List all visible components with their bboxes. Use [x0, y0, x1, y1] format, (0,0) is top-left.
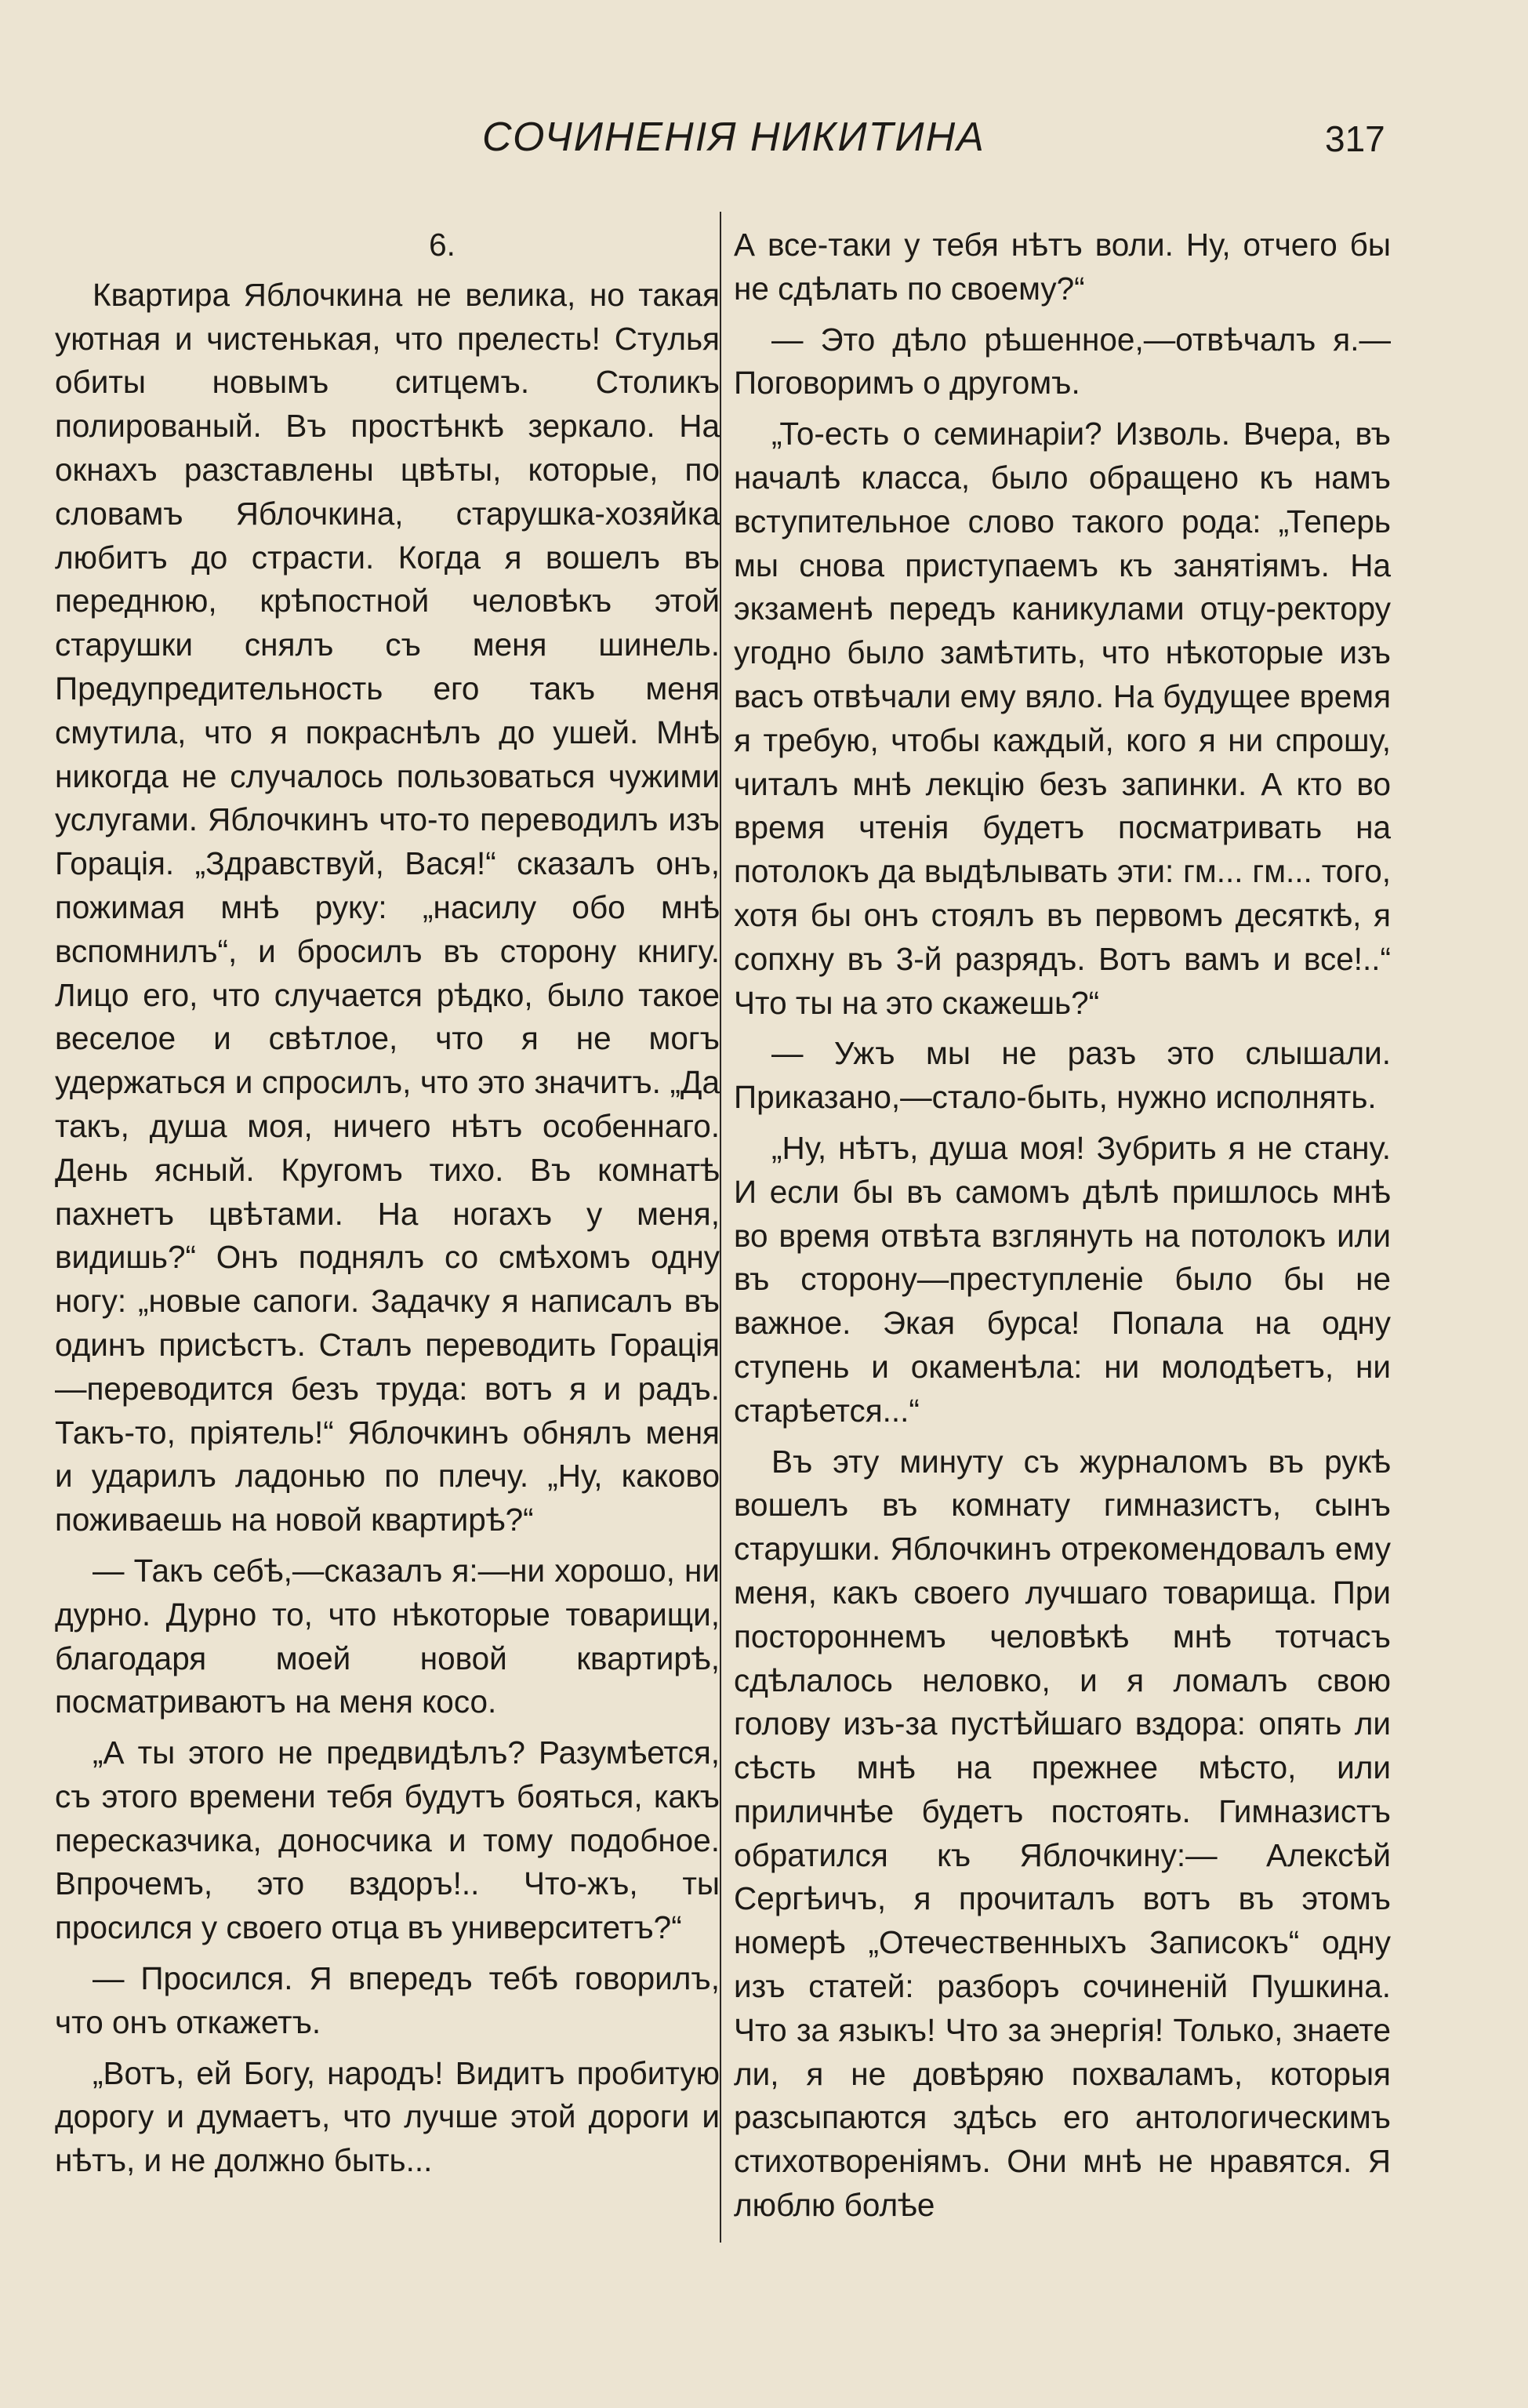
paragraph: „То-есть о семинаріи? Изволь. Вчера, въ началѣ класса, было обращено къ намъ вступительное слово такого рода: „Теперь мы снова приступаемъ къ занятіямъ. На экзаменѣ передъ каникулами отцу-ректору угодно было замѣтить, что нѣкоторые изъ васъ отвѣчали ему вяло. На будущее время я требую, чтобы каждый, кого я ни спрошу, читалъ мнѣ лекцію безъ запинки. А кто во время чтенія будетъ посматривать на потолокъ да выдѣлывать эти: гм... гм... того, хотя бы онъ стоялъ въ первомъ десяткѣ, я сопхну въ 3-й разрядъ. Вотъ вамъ и все!..“ Что ты на это скажешь?“	[734, 416, 1391, 1021]
right-column	[734, 223, 1391, 2235]
page-number: 317	[1325, 118, 1385, 159]
paragraph: „Вотъ, ей Богу, народъ! Видитъ пробитую дорогу и думаетъ, что лучше этой дороги и нѣтъ, и не должно быть...	[55, 2054, 720, 2179]
left-column	[55, 223, 720, 2190]
paragraph: Въ эту минуту съ журналомъ въ рукѣ вошелъ въ комнату гимназистъ, сынъ старушки. Яблочкинъ отрекомендовалъ ему меня, какъ своего лучшаго товарища. При постороннемъ человѣкѣ мнѣ тотчасъ сдѣлалось неловко, и я ломалъ свою голову изъ-за пустѣйшаго вздора: опять ли сѣсть мнѣ на прежнее мѣсто, или приличнѣе будетъ постоять. Гимназистъ обратился къ Яблочкину:— Алексѣй Сергѣичъ, я прочиталъ вотъ въ этомъ номерѣ „Отечественныхъ Записокъ“ одну изъ статей: разборъ сочиненій Пушкина. Что за языкъ! Что за энергія! Только, знаете ли, я не довѣряю похваламъ, которыя разсыпаются здѣсь его антологическимъ стихотвореніямъ. Они мнѣ не нравятся. Я люблю болѣе	[734, 1443, 1391, 2224]
paragraph: — Просился. Я впередъ тебѣ говорилъ, что онъ откажетъ.	[55, 1960, 720, 2040]
paragraph: „А ты этого не предвидѣлъ? Разумѣется, съ этого времени тебя будутъ бояться, какъ пересказчика, доносчика и тому подобное. Впрочемъ, это вздоръ!.. Что-жъ, ты просился у своего отца въ университетъ?“	[55, 1734, 720, 1946]
paragraph: „Ну, нѣтъ, душа моя! Зубрить я не стану. И если бы въ самомъ дѣлѣ пришлось мнѣ во время отвѣта взглянуть на потолокъ или въ сторону—преступленіе было бы не важное. Экая бурса! Попала на одну ступень и окаменѣла: ни молодѣетъ, ни старѣется...“	[734, 1129, 1391, 1429]
paragraph: — Это дѣло рѣшенное,—отвѣчалъ я.— Поговоримъ о другомъ.	[734, 321, 1391, 401]
paragraph: — Ужъ мы не разъ это слышали. Приказано,—стало-быть, нужно исполнять.	[734, 1035, 1391, 1116]
paragraph: — Такъ себѣ,—сказалъ я:—ни хорошо, ни дурно. Дурно то, что нѣкоторые товарищи, благодаря моей новой квартирѣ, посматриваютъ на меня косо.	[55, 1552, 720, 1720]
section-number: 6.	[429, 227, 455, 263]
paragraph: А все-таки у тебя нѣтъ воли. Ну, отчего бы не сдѣлать по своему?“	[734, 227, 1391, 307]
paragraph: Квартира Яблочкина не велика, но такая уютная и чистенькая, что прелесть! Стулья обиты новымъ ситцемъ. Столикъ полированый. Въ простѣнкѣ зеркало. На окнахъ разставлены цвѣты, которые, по словамъ Яблочкина, старушка-хозяйка любитъ до страсти. Когда я вошелъ въ переднюю, крѣпостной человѣкъ этой старушки снялъ съ меня шинель. Предупредительность его такъ меня смутила, что я покраснѣлъ до ушей. Мнѣ никогда не случалось пользоваться чужими услугами. Яблочкинъ что-то переводилъ изъ Горація. „Здравствуй, Вася!“ сказалъ онъ, пожимая мнѣ руку: „насилу обо мнѣ вспомнилъ“, и бросилъ въ сторону книгу. Лицо его, что случается рѣдко, было такое веселое и свѣтлое, что я не могъ удержаться и спросилъ, что это значитъ. „Да такъ, душа моя, ничего нѣтъ особеннаго. День ясный. Кругомъ тихо. Въ комнатѣ пахнетъ цвѣтами. На ногахъ у меня, видишь?“ Онъ поднялъ со смѣхомъ одну ногу: „новые сапоги. Задачку я написалъ въ одинъ присѣстъ. Сталъ переводить Горація—переводится безъ труда: вотъ я и радъ. Такъ-то, пріятель!“ Яблочкинъ обнялъ меня и ударилъ ладонью по плечу. „Ну, каково поживаешь на новой квартирѣ?“	[55, 276, 720, 1538]
running-title: СОЧИНЕНІЯ НИКИТИНА	[482, 114, 985, 160]
column-divider	[720, 212, 721, 2243]
